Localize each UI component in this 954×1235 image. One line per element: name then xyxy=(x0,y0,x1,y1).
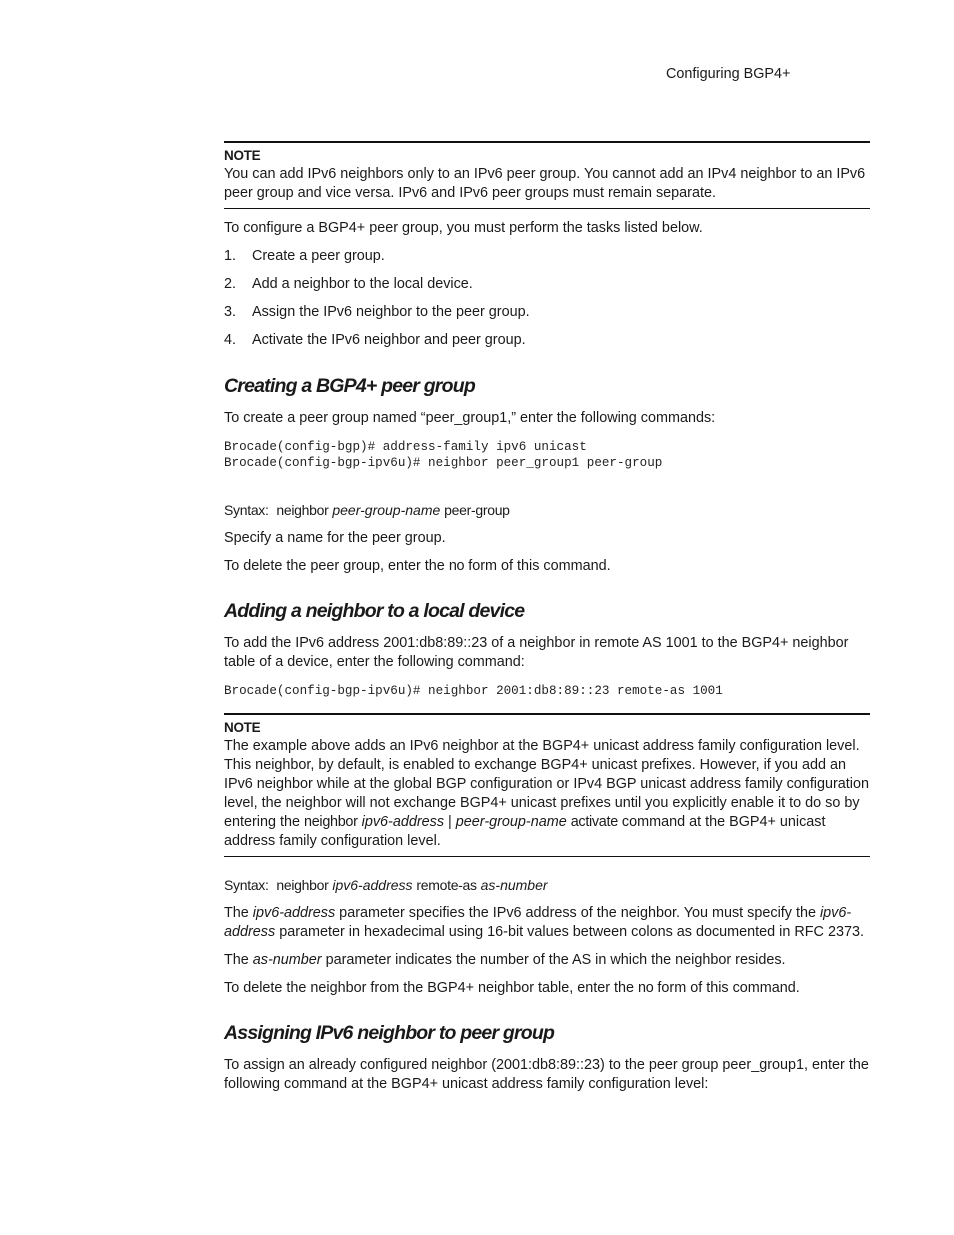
section-heading-assign-neighbor: Assigning IPv6 neighbor to peer group xyxy=(224,1022,555,1044)
note-text: You can add IPv6 neighbors only to an IPv6 peer group. You cannot add an IPv4 neighbor to an IPv6 peer group and vice versa. IPv6 and IPv6 peer groups must remain separate. xyxy=(224,166,866,201)
list-item: 1. Create a peer group. xyxy=(224,248,385,264)
section1-intro: To create a peer group named “peer_group1,” enter the following commands: xyxy=(224,410,716,426)
intro-paragraph: To configure a BGP4+ peer group, you must perform the tasks listed below. xyxy=(224,220,703,236)
code-block: Brocade(config-bgp)# address-family ipv6 unicast Brocade(config-bgp-ipv6u)# neighbor peer_group1 peer-group xyxy=(224,440,663,470)
syntax-line: Syntax: neighbor peer-group-name peer-group xyxy=(224,502,510,518)
page-header: Configuring BGP4+ xyxy=(666,66,791,82)
note-box xyxy=(224,713,870,857)
section2-delete: To delete the neighbor from the BGP4+ neighbor table, enter the no form of this command. xyxy=(224,980,800,996)
syntax-line: Syntax: neighbor ipv6-address remote-as as-number xyxy=(224,877,548,893)
section3-intro: To assign an already configured neighbor (2001:db8:89::23) to the peer group peer_group1, enter the following command at the BGP4+ unicast address family configuration level: xyxy=(224,1057,869,1092)
list-item: 4. Activate the IPv6 neighbor and peer group. xyxy=(224,332,526,348)
list-item: 3. Assign the IPv6 neighbor to the peer group. xyxy=(224,304,530,320)
section-heading-create-peer-group: Creating a BGP4+ peer group xyxy=(224,375,475,397)
section2-parameter-description: The ipv6-address parameter specifies the IPv6 address of the neighbor. You must specify the ipv6-address parameter in hexadecimal using 16-bit values between colons as documented in RFC 2373. xyxy=(224,905,864,940)
section1-delete: To delete the peer group, enter the no form of this command. xyxy=(224,558,611,574)
code-block: Brocade(config-bgp-ipv6u)# neighbor 2001:db8:89::23 remote-as 1001 xyxy=(224,684,723,698)
note-box xyxy=(224,141,870,209)
section2-intro: To add the IPv6 address 2001:db8:89::23 of a neighbor in remote AS 1001 to the BGP4+ neighbor table of a device, enter the following command: xyxy=(224,635,849,670)
document-body xyxy=(224,141,870,1094)
note-text: The example above adds an IPv6 neighbor at the BGP4+ unicast address family configuration level. This neighbor, by default, is enabled to exchange BGP4+ unicast prefixes. However, if you add an IPv6 neighbor while at the global BGP configuration or IPv4 BGP unicast address family configuration level, the neighbor will not exchange BGP4+ unicast prefixes until you explicitly enable it to do so by entering the neighbor ipv6-address | peer-group-name activate command at the BGP4+ unicast address family configuration level. xyxy=(224,738,870,849)
section2-as-number-description: The as-number parameter indicates the number of the AS in which the neighbor resides. xyxy=(224,952,786,968)
section1-description: Specify a name for the peer group. xyxy=(224,530,446,546)
list-item: 2. Add a neighbor to the local device. xyxy=(224,276,473,292)
task-list xyxy=(224,247,870,350)
note-label: NOTE xyxy=(224,720,261,735)
note-label: NOTE xyxy=(224,148,261,163)
section-heading-add-neighbor: Adding a neighbor to a local device xyxy=(224,600,525,622)
